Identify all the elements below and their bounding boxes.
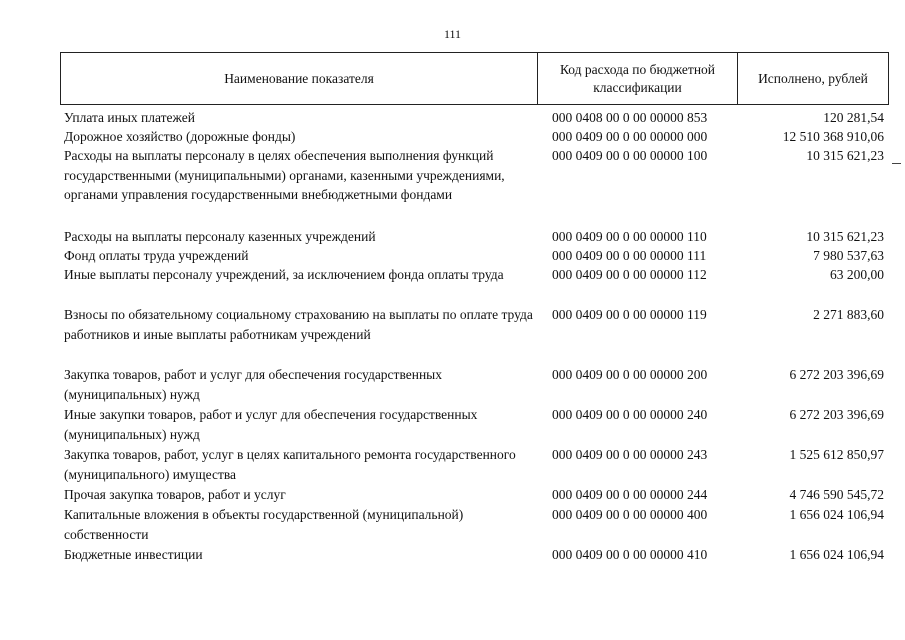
- row-code: 000 0408 00 0 00 00000 853: [552, 110, 708, 125]
- row-name: Бюджетные инвестиции: [64, 547, 203, 562]
- row-name: Прочая закупка товаров, работ и услуг: [64, 487, 286, 502]
- row-code: 000 0409 00 0 00 00000 200: [552, 367, 708, 382]
- row-name: Дорожное хозяйство (дорожные фонды): [64, 129, 296, 144]
- row-name: Уплата иных платежей: [64, 110, 195, 125]
- row-sum: 12 510 368 910,06: [782, 129, 884, 144]
- row-code: 000 0409 00 0 00 00000 400: [552, 507, 708, 522]
- row-sum: 63 200,00: [830, 267, 884, 282]
- page-number: 111: [443, 27, 462, 41]
- row-sum: 1 656 024 106,94: [789, 547, 884, 562]
- row-code: 000 0409 00 0 00 00000 100: [552, 148, 708, 163]
- row-code: 000 0409 00 0 00 00000 112: [552, 267, 707, 282]
- row-sum: 10 315 621,23: [806, 148, 884, 163]
- row-code: 000 0409 00 0 00 00000 110: [552, 229, 707, 244]
- row-code: 000 0409 00 0 00 00000 240: [552, 407, 708, 422]
- row-code: 000 0409 00 0 00 00000 244: [552, 487, 708, 502]
- row-sum: 120 281,54: [823, 110, 884, 125]
- row-code: 000 0409 00 0 00 00000 119: [552, 307, 707, 322]
- row-name: Закупка товаров, работ и услуг для обеспечения государственных (муниципальных) нужд: [64, 367, 443, 402]
- header-code: Код расхода по бюджетной классификации: [538, 53, 738, 104]
- row-sum: 1 656 024 106,94: [789, 507, 884, 522]
- row-name: Фонд оплаты труда учреждений: [64, 248, 249, 263]
- row-sum: 1 525 612 850,97: [789, 447, 884, 462]
- row-code: 000 0409 00 0 00 00000 243: [552, 447, 708, 462]
- row-code: 000 0409 00 0 00 00000 111: [552, 248, 707, 263]
- row-sum: 4 746 590 545,72: [789, 487, 884, 502]
- row-code: 000 0409 00 0 00 00000 410: [552, 547, 708, 562]
- row-name: Капитальные вложения в объекты государственной (муниципальной) собственности: [64, 507, 464, 542]
- row-sum: 7 980 537,63: [813, 248, 884, 263]
- row-name: Расходы на выплаты персоналу казенных учреждений: [64, 229, 376, 244]
- row-sum: 2 271 883,60: [813, 307, 884, 322]
- row-name: Закупка товаров, работ, услуг в целях капитального ремонта государственного (муниципального) имущества: [64, 447, 516, 482]
- row-sum: 6 272 203 396,69: [789, 367, 884, 382]
- row-sum: 6 272 203 396,69: [789, 407, 884, 422]
- row-name: Иные выплаты персоналу учреждений, за исключением фонда оплаты труда: [64, 267, 504, 282]
- header-name: Наименование показателя: [61, 53, 538, 104]
- margin-dash-mark: [892, 163, 901, 164]
- row-sum: 10 315 621,23: [806, 229, 884, 244]
- row-name: Расходы на выплаты персоналу в целях обеспечения выполнения функций государственными (муниципальными) органами, казенными учреждениями, органами управления государственными внебюджетными фондами: [64, 148, 505, 202]
- row-code: 000 0409 00 0 00 00000 000: [552, 129, 708, 144]
- row-name: Взносы по обязательному социальному страхованию на выплаты по оплате труда работников и иные выплаты работникам учреждений: [64, 307, 533, 342]
- header-sum: Исполнено, рублей: [758, 70, 868, 86]
- row-name: Иные закупки товаров, работ и услуг для обеспечения государственных (муниципальных) нужд: [64, 407, 478, 442]
